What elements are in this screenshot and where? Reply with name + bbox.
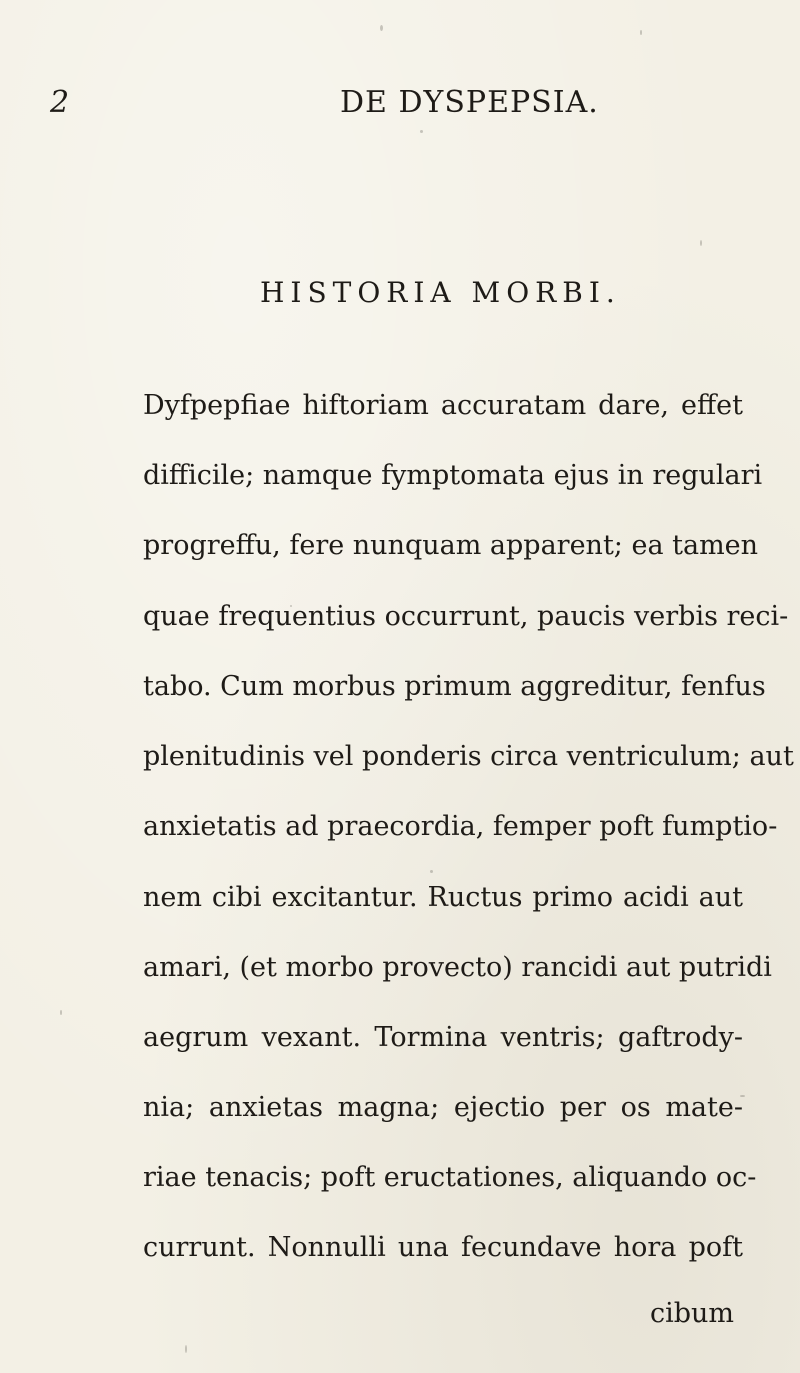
body-line: amari, (et morbo provecto) rancidi aut putridi — [143, 952, 772, 983]
body-line: aegrum vexant. Tormina ventris; gaftrody- — [143, 1022, 743, 1053]
paper-speck — [430, 870, 433, 873]
section-title: HISTORIA MORBI. — [260, 276, 621, 309]
paper-speck — [60, 1010, 62, 1015]
body-line: nia; anxietas magna; ejectio per os mate- — [143, 1092, 743, 1123]
body-line: progreffu, fere nunquam apparent; ea tamen — [143, 530, 759, 561]
paper-speck — [700, 240, 702, 246]
paper-speck — [380, 25, 383, 31]
paper-speck — [420, 130, 423, 133]
page-number: 2 — [50, 85, 70, 120]
paper-speck — [185, 1345, 187, 1353]
running-head: DE DYSPEPSIA. — [340, 85, 599, 120]
catchword: cibum — [650, 1298, 735, 1329]
body-line: nem cibi excitantur. Ructus primo acidi aut — [143, 882, 743, 913]
body-line: quae frequentius occurrunt, paucis verbis reci- — [143, 601, 789, 632]
body-line: difficile; namque fymptomata ejus in regulari — [143, 460, 763, 491]
body-line: tabo. Cum morbus primum aggreditur, fenfus — [143, 671, 766, 702]
body-line: riae tenacis; poft eructationes, aliquando oc- — [143, 1162, 757, 1193]
body-line: currunt. Nonnulli una fecundave hora poft — [143, 1232, 743, 1263]
paper-speck — [640, 30, 642, 35]
body-line: anxietatis ad praecordia, femper poft fumptio- — [143, 811, 778, 842]
paper-speck — [740, 1095, 745, 1097]
paper-speck — [290, 605, 292, 607]
body-line: plenitudinis vel ponderis circa ventriculum; aut — [143, 741, 794, 772]
body-line: Dyfpepfiae hiftoriam accuratam dare, effet — [143, 390, 743, 421]
